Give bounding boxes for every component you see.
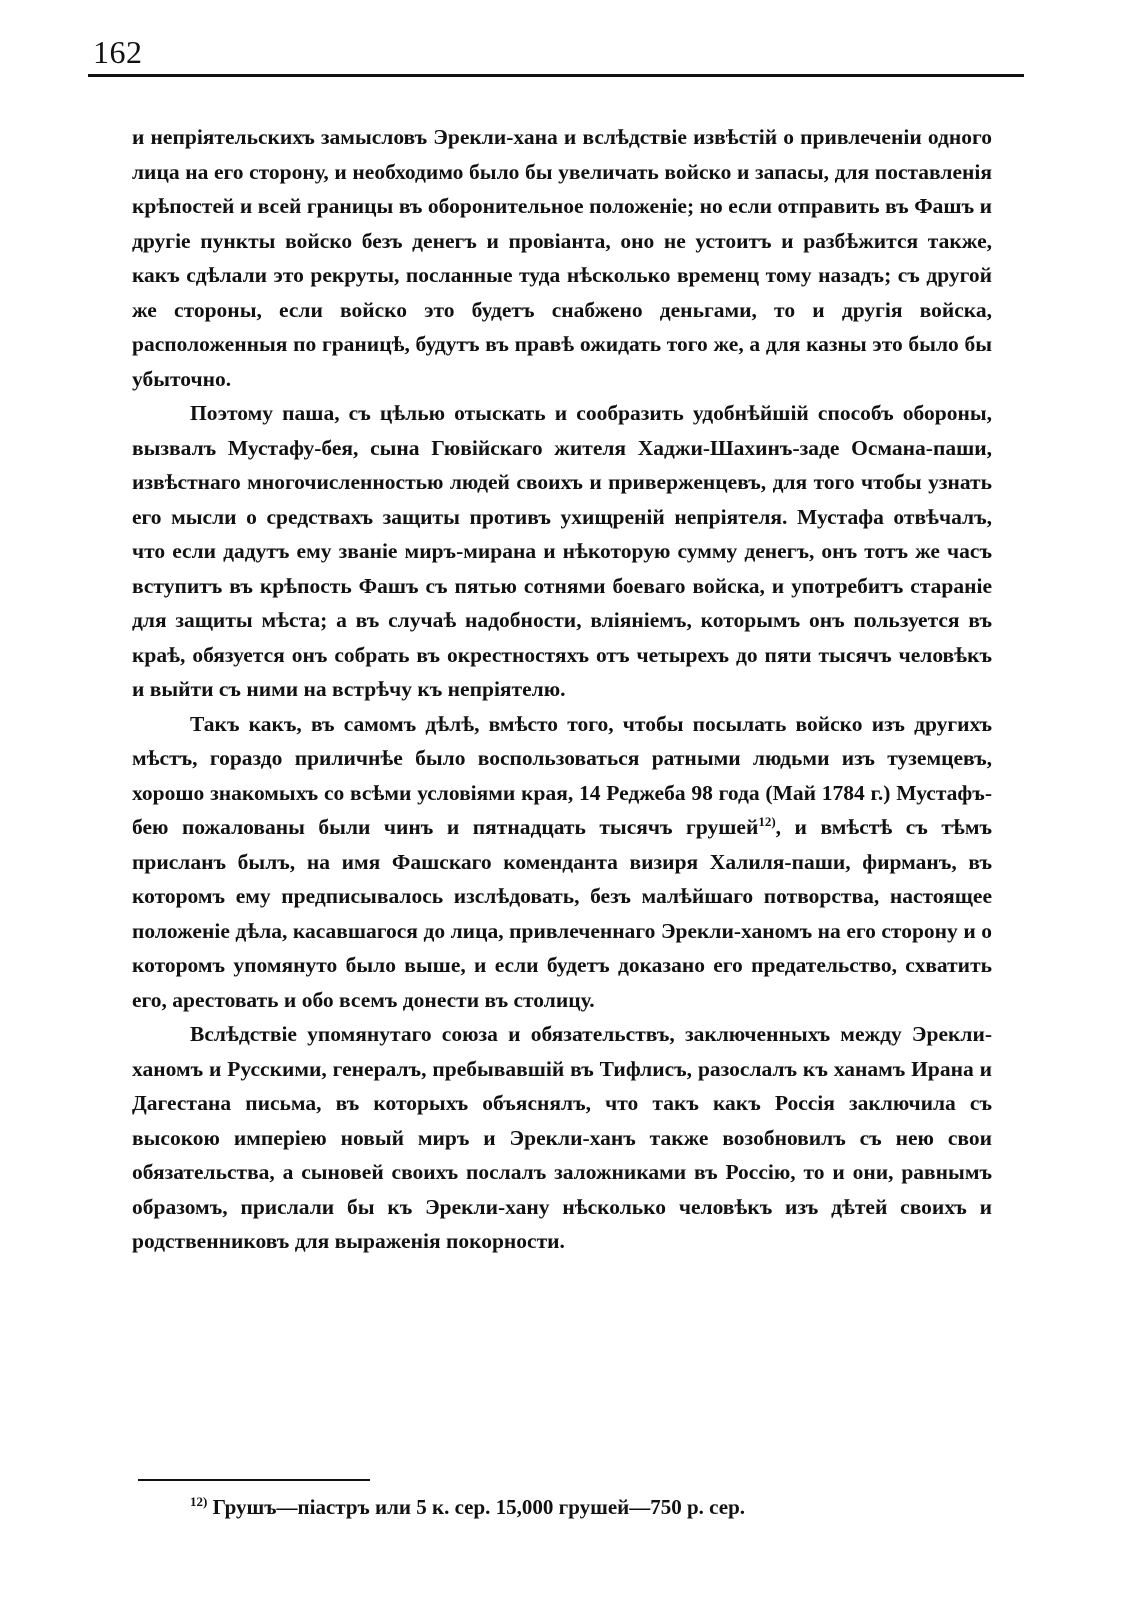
footnote-reference: 12) [758,813,776,829]
footnote-text: Грушъ—піастръ или 5 к. сер. 15,000 грушей—750 р. сер. [207,1495,746,1519]
footnote-rule [138,1479,370,1481]
paragraph-1: и непріятельскихъ замысловъ Эрекли-хана и вслѣдствіе извѣстій о привлеченіи одного лица на его сторону, и необходимо было бы увеличать войско и запасы, для поставленія крѣпостей и всей границы въ оборонительное положеніе; но если отправить въ Фашъ и другіе пункты войско безъ денегъ и провіанта, оно не устоитъ и разбѣжится также, какъ сдѣлали это рекруты, посланные туда нѣсколько временц тому назадъ; съ другой же стороны, если войско это будетъ снабжено деньгами, то и другія войска, расположенныя по границѣ, будутъ въ правѣ ожидать того же, а для казны это было бы убыточно. [132,125,992,391]
paragraph-3 [132,707,992,1018]
paragraph-2: Поэтому паша, съ цѣлью отыскать и сообразить удобнѣйшій способъ обороны, вызвалъ Мустафу-бея, сына Гювійскаго жителя Хаджи-Шахинъ-заде Османа-паши, извѣстнаго многочисленностью людей своихъ и приверженцевъ, для того чтобы узнать его мысли о средствахъ защиты противъ ухищреній непріятеля. Мустафа отвѣчалъ, что если дадутъ ему званіе миръ-мирана и нѣкоторую сумму денегъ, онъ тотъ же часъ вступитъ въ крѣпость Фашъ съ пятью сотнями боеваго войска, и употребитъ стараніе для защиты мѣста; а въ случаѣ надобности, вліяніемъ, которымъ онъ пользуется въ краѣ, обязуется онъ собрать въ окрестностяхъ отъ четырехъ до пяти тысячъ человѣкъ и выйти съ ними на встрѣчу къ непріятелю. [132,401,992,701]
header-rule [88,74,1024,77]
footnote-mark: 12) [190,1494,208,1509]
paragraph-3-text-start: Такъ какъ, въ самомъ дѣлѣ, вмѣсто того, чтобы посылать войско изъ другихъ мѣстъ, гораздо приличнѣе было воспользоваться ратными людьми изъ туземцевъ, хорошо знакомыхъ со всѣми условіями края, 14 Реджеба 98 года (Май 1784 г.) Мустафъ-бею пожалованы были чинъ и пятнадцать тысячъ грушей [132,711,992,839]
page-number: 162 [93,34,143,70]
footnote [190,1492,950,1522]
main-text [132,120,992,1259]
paragraph-4: Вслѣдствіе упомянутаго союза и обязательствъ, заключенныхъ между Эрекли-ханомъ и Русскими, генералъ, пребывавшій въ Тифлисъ, разослалъ къ ханамъ Ирана и Дагестана письма, въ которыхъ объяснялъ, что такъ какъ Россія заключила съ высокою имперіею новый миръ и Эрекли-ханъ также возобновилъ съ нею свои обязательства, а сыновей своихъ послалъ заложниками въ Россію, то и они, равнымъ образомъ, прислали бы къ Эрекли-хану нѣсколько человѣкъ изъ дѣтей своихъ и родственниковъ для выраженія покорности. [132,1022,992,1253]
paragraph-3-text-end: , и вмѣстѣ съ тѣмъ присланъ былъ, на имя Фашскаго коменданта визиря Халиля-паши, фирманъ, въ которомъ ему предписывалось изслѣдовать, безъ малѣйшаго потворства, настоящее положеніе дѣла, касавшагося до лица, привлеченнаго Эрекли-ханомъ на его сторону и о которомъ упомянуто было выше, и если будетъ доказано его предательство, схватить его, арестовать и обо всемъ донести въ столицу. [132,815,992,1012]
